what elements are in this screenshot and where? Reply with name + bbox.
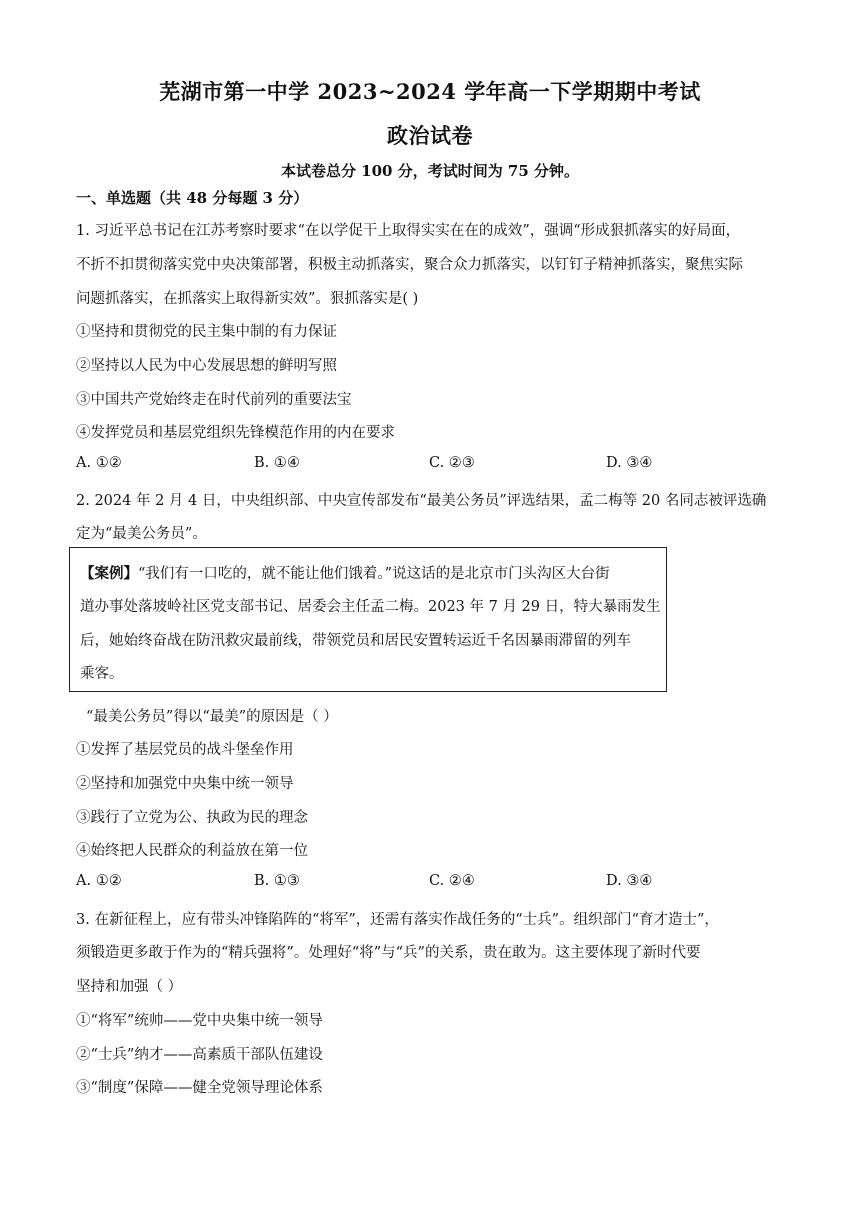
case-line-3: 后，她始终奋战在防汛救灾最前线，带领党员和居民安置转运近千名因暴雨滞留的列车 (80, 633, 631, 649)
q2-option-3: ③践行了立党为公、执政为民的理念 (76, 810, 308, 826)
q1-line-1: 1. 习近平总书记在江苏考察时要求“在以学促干上取得实实在在的成效”，强调“形成狠抓落实的好局面， (76, 223, 741, 239)
q3-option-3: ③“制度”保障——健全党领导理论体系 (76, 1080, 323, 1096)
case-text-1: “我们有一口吃的，就不能让他们饿着。”说这话的是北京市门头沟区大台街 (138, 566, 610, 582)
q3-option-2: ②“士兵”纳才——高素质干部队伍建设 (76, 1047, 323, 1063)
exam-title: 芜湖市第一中学 2023~2024 学年高一下学期期中考试 (159, 79, 701, 104)
case-line-1 (80, 562, 610, 583)
q1-line-2: 不折不扣贯彻落实党中央决策部署，积极主动抓落实，聚合众力抓落实，以钉钉子精神抓落实，聚焦实际 (76, 257, 743, 273)
q3-line-2: 须锻造更多敢于作为的“精兵强将”。处理好“将”与“兵”的关系，贵在敢为。这主要体现了新时代要 (76, 945, 701, 961)
q2-choice-b[interactable]: B. ①③ (254, 873, 300, 889)
q2-option-1: ①发挥了基层党员的战斗堡垒作用 (76, 742, 294, 758)
case-label: 【案例】 (80, 565, 138, 582)
q2-option-2: ②坚持和加强党中央集中统一领导 (76, 776, 294, 792)
q2-choice-a[interactable]: A. ①② (76, 873, 122, 889)
q3-option-1: ①“将军”统帅——党中央集中统一领导 (76, 1013, 323, 1029)
q2-question: “最美公务员”得以“最美”的原因是（ ） (86, 709, 338, 725)
case-line-4: 乘客。 (80, 666, 124, 682)
q1-choice-a[interactable]: A. ①② (76, 455, 122, 471)
q1-option-1: ①坚持和贯彻党的民主集中制的有力保证 (76, 324, 337, 340)
section-heading: 一、单选题（共 48 分每题 3 分） (76, 189, 309, 207)
q2-choice-c[interactable]: C. ②④ (429, 873, 475, 889)
q1-choice-b[interactable]: B. ①④ (254, 455, 300, 471)
q2-choice-d[interactable]: D. ③④ (606, 873, 653, 889)
exam-info: 本试卷总分 100 分，考试时间为 75 分钟。 (280, 162, 580, 180)
q1-line-3: 问题抓落实，在抓落实上取得新实效”。狠抓落实是( ) (76, 291, 419, 307)
q2-option-4: ④始终把人民群众的利益放在第一位 (76, 843, 308, 859)
q1-option-3: ③中国共产党始终走在时代前列的重要法宝 (76, 392, 352, 408)
q1-option-2: ②坚持以人民为中心发展思想的鲜明写照 (76, 358, 337, 374)
exam-subtitle: 政治试卷 (387, 123, 473, 148)
q3-line-3: 坚持和加强（ ） (76, 979, 183, 995)
q1-choice-d[interactable]: D. ③④ (606, 455, 653, 471)
case-line-2: 道办事处落坡岭社区党支部书记、居委会主任孟二梅。2023 年 7 月 29 日，特大暴雨发生 (80, 599, 661, 615)
case-box (69, 547, 667, 692)
q1-choice-c[interactable]: C. ②③ (429, 455, 475, 471)
q1-option-4: ④发挥党员和基层党组织先锋模范作用的内在要求 (76, 425, 395, 441)
q2-line-1: 2. 2024 年 2 月 4 日，中央组织部、中央宣传部发布“最美公务员”评选结果，孟二梅等 20 名同志被评选确 (76, 493, 767, 509)
q3-line-1: 3. 在新征程上，应有带头冲锋陷阵的“将军”，还需有落实作战任务的“士兵”。组织部门“育才造士”， (76, 912, 719, 928)
q2-line-2: 定为“最美公务员”。 (76, 526, 207, 542)
